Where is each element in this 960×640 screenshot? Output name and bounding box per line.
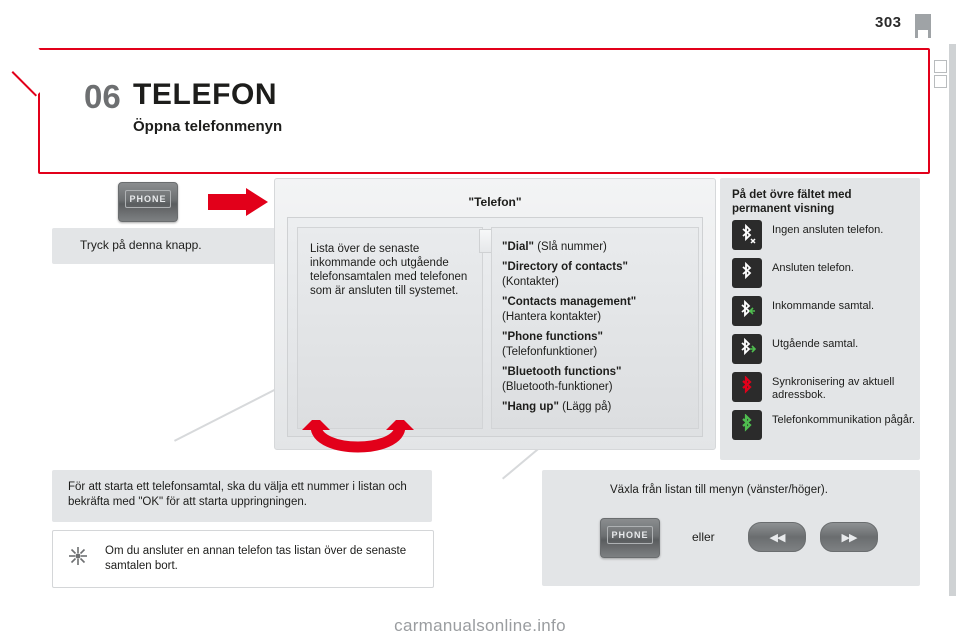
screen-title: "Telefon" [468, 195, 522, 209]
bluetooth-outgoing-call-icon [732, 334, 762, 364]
screen-call-list-panel [297, 227, 483, 429]
phone-key-label-2: PHONE [611, 530, 649, 540]
status-row-label: Telefonkommunikation pågår. [772, 414, 916, 426]
rocker-key-left-glyph: ◀◀ [769, 532, 785, 544]
status-row [732, 334, 920, 368]
status-row-label: Inkommande samtal. [772, 300, 875, 312]
menu-item-translation: (Telefonfunktioner) [502, 346, 598, 358]
side-marker-1 [934, 60, 947, 73]
bluetooth-connected-icon [732, 258, 762, 288]
status-row [732, 372, 920, 406]
status-panel [720, 178, 920, 460]
bluetooth-sync-icon [732, 372, 762, 402]
menu-item [502, 260, 692, 290]
menu-item [502, 365, 692, 395]
menu-item-command: "Bluetooth functions" [502, 366, 622, 378]
or-label: eller [692, 530, 715, 544]
corner-mark [915, 14, 931, 38]
menu-item-translation: (Bluetooth-funktioner) [502, 381, 613, 393]
menu-item-translation: (Hantera kontakter) [502, 311, 602, 323]
switch-note [542, 470, 920, 586]
menu-item-translation: (Lägg på) [562, 401, 612, 413]
status-panel-heading: På det övre fältet med permanent visning [732, 189, 852, 215]
red-curved-arrows-icon [298, 420, 418, 466]
status-row-label: Utgående samtal. [772, 338, 859, 350]
phone-key-illustration [118, 182, 178, 222]
tip-note-text: Om du ansluter en annan telefon tas listan över de senaste samtalen bort. [105, 545, 407, 572]
footer-watermark: carmanualsonline.info [394, 616, 566, 635]
call-start-note [52, 470, 432, 522]
status-row [732, 410, 920, 444]
screen-call-list-text: Lista över de senaste inkommande och utgående telefonsamtalen med telefonen som är ansluten till systemet. [310, 243, 468, 297]
rocker-key-right-glyph: ▶▶ [841, 532, 857, 544]
menu-item [502, 295, 692, 325]
menu-item-translation: (Slå nummer) [537, 241, 607, 253]
screen-menu-panel [491, 227, 699, 429]
page-subtitle: Öppna telefonmenyn [133, 118, 283, 135]
chapter-number: 06 [84, 78, 121, 115]
press-key-caption-box [52, 228, 300, 264]
phone-key-label: PHONE [129, 194, 167, 204]
call-start-note-text: För att starta ett telefonsamtal, ska du välja ett nummer i listan och bekräfta med "OK" för att starta uppringningen. [68, 481, 407, 508]
side-rail [949, 44, 956, 596]
rocker-key-right [820, 522, 878, 552]
rocker-key-left [748, 522, 806, 552]
phone-key-illustration-2 [600, 518, 660, 558]
status-row [732, 296, 920, 330]
menu-item-command: "Phone functions" [502, 331, 603, 343]
page-number: 303 [875, 14, 902, 31]
tip-note [52, 530, 434, 588]
status-row-label: Ansluten telefon. [772, 262, 854, 274]
menu-item [502, 400, 692, 415]
menu-item [502, 240, 692, 255]
red-arrow-icon [208, 188, 268, 216]
bluetooth-disconnected-icon [732, 220, 762, 250]
press-key-caption: Tryck på denna knapp. [80, 238, 202, 252]
side-marker-2 [934, 75, 947, 88]
menu-item-command: "Directory of contacts" [502, 261, 628, 273]
menu-item-translation: (Kontakter) [502, 276, 559, 288]
info-star-icon [67, 545, 89, 567]
status-row-label: Synkronisering av aktuell adressbok. [772, 376, 895, 401]
switch-note-text: Växla från listan till menyn (vänster/höger). [610, 484, 828, 496]
status-row [732, 220, 920, 254]
page-title: TELEFON [133, 78, 278, 111]
status-row-label: Ingen ansluten telefon. [772, 224, 884, 236]
status-row [732, 258, 920, 292]
screen-mock [274, 178, 716, 450]
bluetooth-incoming-call-icon [732, 296, 762, 326]
menu-item-command: "Contacts management" [502, 296, 637, 308]
menu-item [502, 330, 692, 360]
bluetooth-active-call-icon [732, 410, 762, 440]
screen-menu-list [502, 240, 692, 420]
menu-item-command: "Dial" [502, 241, 534, 253]
menu-item-command: "Hang up" [502, 401, 559, 413]
content-area [62, 178, 922, 598]
